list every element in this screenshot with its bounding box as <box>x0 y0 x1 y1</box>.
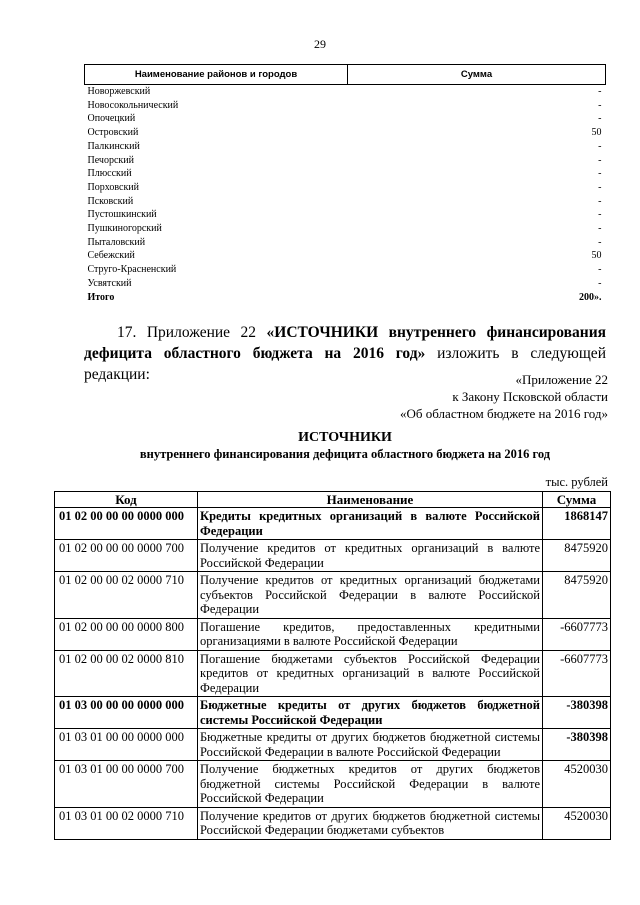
source-sum: 1868147 <box>543 508 611 540</box>
source-name: Получение кредитов от других бюджетов бюджетной системы Российской Федерации бюджетами субъектов <box>198 807 543 839</box>
total-row <box>85 291 606 305</box>
district-sum: - <box>598 181 602 193</box>
source-code: 01 03 01 00 00 0000 000 <box>55 729 198 761</box>
total-label: Итого <box>87 291 115 303</box>
district-name: Палкинский <box>87 140 140 152</box>
table-row <box>85 222 606 236</box>
district-name: Новосокольнический <box>87 99 179 111</box>
source-code: 01 02 00 00 00 0000 000 <box>55 508 198 540</box>
source-code: 01 02 00 00 02 0000 710 <box>55 572 198 619</box>
appendix-line-2: к Закону Псковской области <box>452 389 608 404</box>
table-row <box>55 572 611 619</box>
source-sum: 4520030 <box>543 761 611 808</box>
source-name: Кредиты кредитных организаций в валюте Российской Федерации <box>198 508 543 540</box>
title-line-2: внутреннего финансирования дефицита областного бюджета на 2016 год <box>139 447 551 461</box>
district-sum: 50 <box>591 127 602 139</box>
appendix-line-3: «Об областном бюджете на 2016 год» <box>400 406 608 421</box>
header-sum: Сумма <box>543 492 611 508</box>
district-sum: - <box>598 236 602 248</box>
header-name: Наименование <box>198 492 543 508</box>
district-sum: - <box>598 223 602 235</box>
district-name: Усвятский <box>87 277 132 289</box>
district-name: Псковский <box>87 195 134 207</box>
source-name: Получение кредитов от кредитных организаций бюджетами субъектов Российской Федерации в валюте Российской Федерации <box>198 572 543 619</box>
table-row <box>85 249 606 263</box>
appendix-line-1: «Приложение 22 <box>515 372 608 387</box>
sources-table-body <box>55 508 611 840</box>
district-sum: - <box>598 86 602 97</box>
total-sum: 200». <box>579 291 602 303</box>
source-sum: -6607773 <box>543 618 611 650</box>
header-code: Код <box>55 492 198 508</box>
district-sum: - <box>598 154 602 166</box>
title-line-1: ИСТОЧНИКИ <box>298 430 392 445</box>
district-sum: - <box>598 113 602 125</box>
table-row <box>85 154 606 168</box>
source-sum: -380398 <box>543 729 611 761</box>
table-row <box>55 729 611 761</box>
district-sum: - <box>598 99 602 111</box>
district-name: Пыталовский <box>87 236 146 248</box>
table-row <box>85 167 606 181</box>
units-label: тыс. рублей <box>545 475 608 489</box>
sources-table <box>54 491 611 840</box>
source-name: Погашение кредитов, предоставленных кредитными организациями в валюте Российской Федерации <box>198 618 543 650</box>
paragraph-number: 17. <box>117 324 137 341</box>
district-name: Пустошкинский <box>87 209 157 221</box>
districts-table-header <box>85 65 606 85</box>
source-name: Погашение бюджетами субъектов Российской Федерации кредитов от кредитных организаций в валюте Российской Федерации <box>198 650 543 697</box>
districts-table-body <box>85 85 606 305</box>
table-row <box>55 618 611 650</box>
source-code: 01 03 01 00 02 0000 710 <box>55 807 198 839</box>
appendix-reference <box>400 371 608 422</box>
source-code: 01 02 00 00 02 0000 810 <box>55 650 198 697</box>
source-sum: 4520030 <box>543 807 611 839</box>
district-sum: - <box>598 264 602 276</box>
table-row <box>85 140 606 154</box>
table-row <box>85 99 606 113</box>
table-row <box>55 761 611 808</box>
table-row <box>55 807 611 839</box>
district-sum: - <box>598 195 602 207</box>
table-row <box>85 112 606 126</box>
district-name: Опочецкий <box>87 113 136 125</box>
district-sum: - <box>598 140 602 152</box>
district-sum: - <box>598 168 602 180</box>
district-name: Порховский <box>87 181 140 193</box>
district-sum: - <box>598 277 602 289</box>
table-row <box>85 85 606 99</box>
source-sum: 8475920 <box>543 540 611 572</box>
source-name: Бюджетные кредиты от других бюджетов бюджетной системы Российской Федерации <box>198 697 543 729</box>
source-sum: 8475920 <box>543 572 611 619</box>
table-row <box>55 508 611 540</box>
paragraph-intro: Приложение 22 <box>146 324 257 341</box>
source-code: 01 03 01 00 00 0000 700 <box>55 761 198 808</box>
source-name: Получение бюджетных кредитов от других бюджетов бюджетной системы Российской Федерации в валюте Российской Федерации <box>198 761 543 808</box>
table-row <box>85 277 606 291</box>
district-name: Печорский <box>87 154 134 166</box>
district-sum: 50 <box>591 250 602 262</box>
source-name: Бюджетные кредиты от других бюджетов бюджетной системы Российской Федерации в валюте Российской Федерации <box>198 729 543 761</box>
source-name: Получение кредитов от кредитных организаций в валюте Российской Федерации <box>198 540 543 572</box>
district-name: Плюсский <box>87 168 132 180</box>
source-code: 01 03 00 00 00 0000 000 <box>55 697 198 729</box>
table-row <box>55 697 611 729</box>
table-row <box>85 263 606 277</box>
table-row <box>85 126 606 140</box>
table-row <box>85 208 606 222</box>
table-row <box>85 236 606 250</box>
table-row <box>85 195 606 209</box>
source-sum: -6607773 <box>543 650 611 697</box>
page-number: 29 <box>314 37 326 51</box>
district-name: Островский <box>87 127 139 139</box>
header-sum: Сумма <box>348 65 606 85</box>
table-row <box>55 540 611 572</box>
source-code: 01 02 00 00 00 0000 800 <box>55 618 198 650</box>
district-name: Пушкиногорский <box>87 223 162 235</box>
district-name: Струго-Красненский <box>87 264 177 276</box>
paragraph-title: «ИСТОЧНИКИ внутреннего финансирования дефицита областного бюджета на 2016 год» <box>84 324 607 362</box>
district-name: Новоржевский <box>87 86 151 97</box>
source-sum: -380398 <box>543 697 611 729</box>
document-title <box>84 430 606 462</box>
paragraph-tail: изложить в следующей редакции: <box>84 345 606 383</box>
header-name: Наименование районов и городов <box>85 65 348 85</box>
table-row <box>55 650 611 697</box>
table-row <box>85 181 606 195</box>
source-code: 01 02 00 00 00 0000 700 <box>55 540 198 572</box>
district-name: Себежский <box>87 250 135 262</box>
districts-table <box>84 64 606 304</box>
sources-table-header <box>55 492 611 508</box>
district-sum: - <box>598 209 602 221</box>
